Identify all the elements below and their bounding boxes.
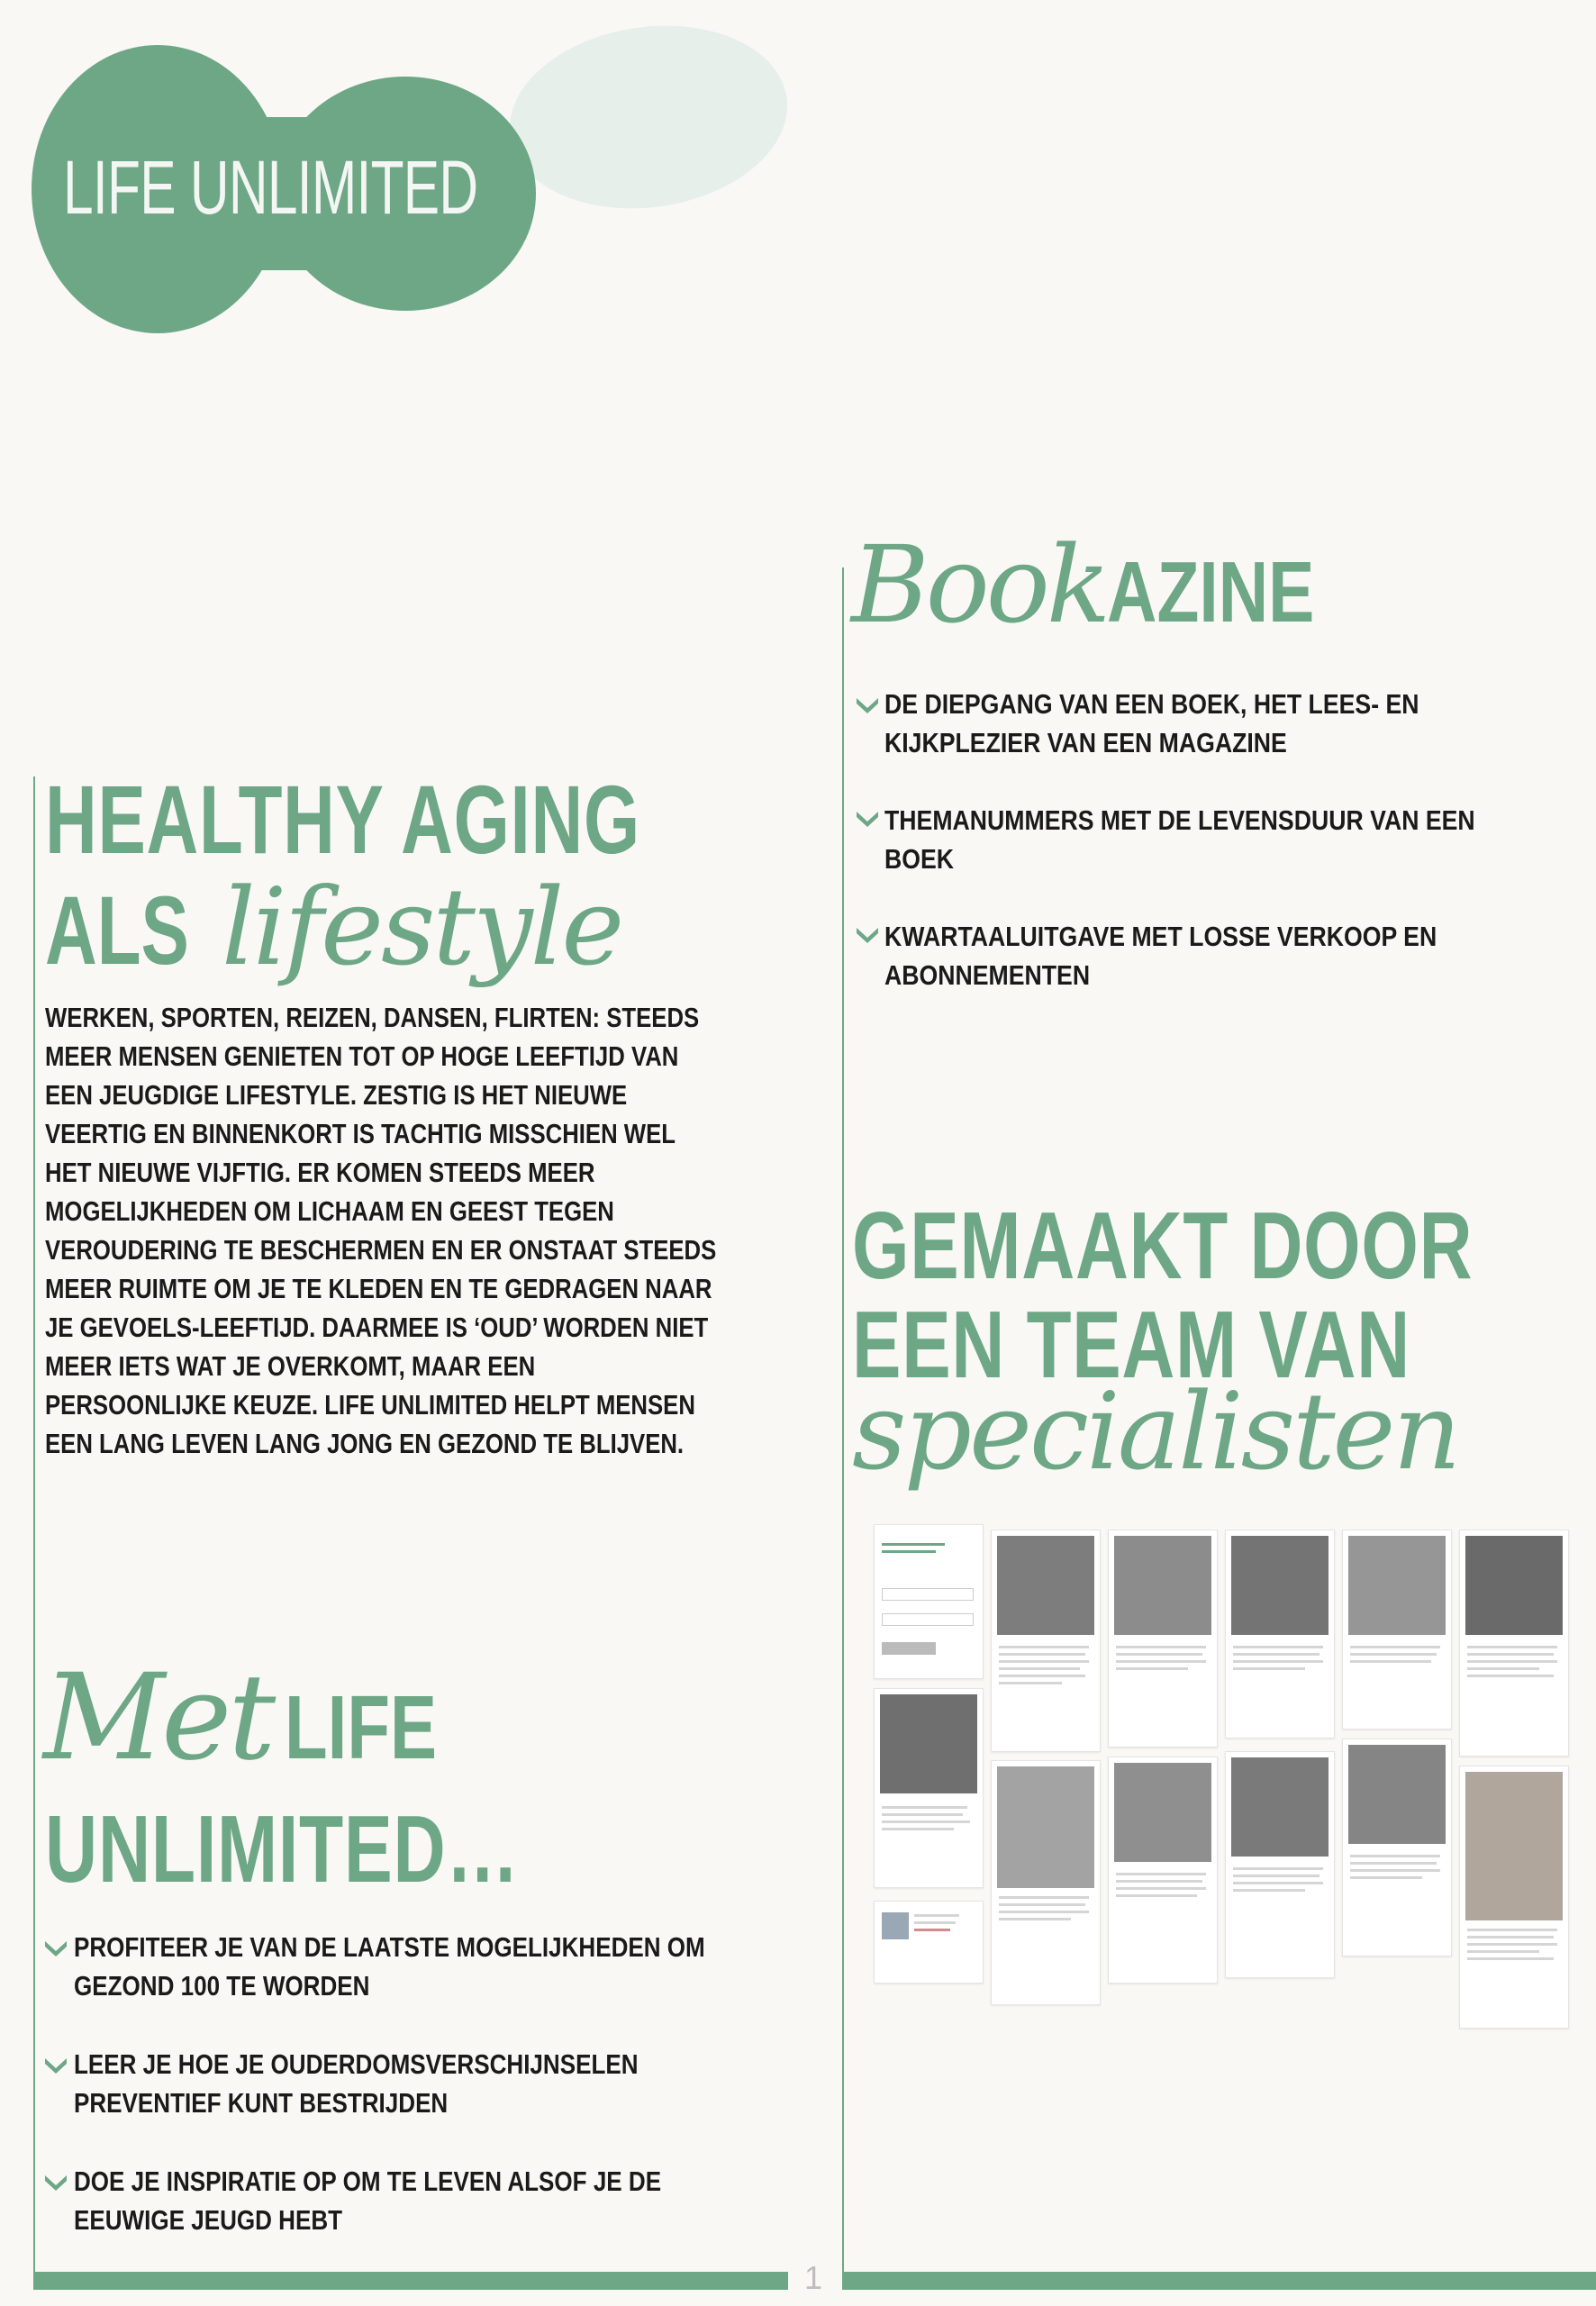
specialist-card bbox=[1342, 1530, 1452, 1730]
healthy-aging-heading-line2 bbox=[45, 865, 639, 989]
specialists-mosaic bbox=[865, 1524, 1585, 2029]
chevron-down-icon bbox=[44, 2056, 68, 2074]
subscribe-form-card bbox=[874, 1524, 984, 1679]
specialist-card bbox=[991, 1760, 1101, 2005]
specialist-card bbox=[1108, 1757, 1218, 1984]
left-column-rule bbox=[33, 776, 35, 2272]
team-heading-line1: GEMAAKT DOOR bbox=[852, 1193, 1474, 1299]
met-bullet-1: PROFITEER JE VAN DE LAATSTE MOGELIJKHEDEN OM GEZOND 100 TE WORDEN bbox=[74, 1931, 705, 2002]
right-column-rule bbox=[842, 567, 844, 2272]
bookazine-script-word: Book bbox=[851, 522, 1108, 647]
specialist-card bbox=[1225, 1530, 1335, 1739]
footer-bar-right bbox=[842, 2272, 1596, 2290]
als-word: ALS bbox=[45, 876, 189, 985]
specialist-card bbox=[1342, 1739, 1452, 1956]
team-heading-line2: EEN TEAM VAN bbox=[852, 1292, 1410, 1398]
chevron-down-icon bbox=[44, 2173, 68, 2191]
met-heading-line1 bbox=[43, 1648, 480, 1787]
healthy-aging-heading-line1: HEALTHY AGING bbox=[45, 765, 640, 874]
specialisten-script: specialisten bbox=[852, 1369, 1459, 1493]
specialist-card bbox=[1459, 1766, 1569, 2029]
specialist-card bbox=[991, 1530, 1101, 1752]
healthy-aging-body: WERKEN, SPORTEN, REIZEN, DANSEN, FLIRTEN: STEEDS MEER MENSEN GENIETEN TOT OP HOGE LEEFTIJD VAN EEN JEUGDIGE LIFESTYLE. ZESTIG IS HET NIEUWE VEERTIG EN BINNENKORT IS TACHTIG MISSCHIEN WEL HET NIEUWE VIJFTIG. ER KOMEN STEEDS MEER MOGELIJKHEDEN OM LICHAAM EN GEEST TEGEN VEROUDERING TE BESCHERMEN EN ER ONSTAAT STEEDS MEER RUIMTE OM JE TE KLEDEN EN TE GEDRAGEN NAAR JE GEVOELS-LEEFTIJD. DAARMEE IS ‘OUD’ WORDEN NIET MEER IETS WAT JE OVERKOMT, MAAR EEN PERSOONLIJKE KEUZE. LIFE UNLIMITED HELPT MENSEN EEN LANG LEVEN LANG JONG EN GEZOND TE BLIJVEN. bbox=[45, 1002, 717, 1459]
bookazine-bullet-2: THEMANUMMERS MET DE LEVENSDUUR VAN EEN BOEK bbox=[884, 804, 1475, 875]
footer-bar-left bbox=[33, 2272, 788, 2290]
logo-text: LIFE UNLIMITED bbox=[63, 145, 478, 230]
bookazine-bullet-1: DE DIEPGANG VAN EEN BOEK, HET LEES- EN KIJKPLEZIER VAN EEN MAGAZINE bbox=[884, 688, 1419, 758]
met-caps-line1: LIFE bbox=[285, 1677, 438, 1778]
bookazine-heading bbox=[851, 522, 1366, 647]
met-bullet-3: DOE JE INSPIRATIE OP OM TE LEVEN ALSOF JE DE EEUWIGE JEUGD HEBT bbox=[74, 2165, 662, 2236]
bookazine-bullet-3: KWARTAALUITGAVE MET LOSSE VERKOOP EN ABONNEMENTEN bbox=[884, 921, 1437, 991]
chevron-down-icon bbox=[856, 809, 879, 827]
specialist-card bbox=[874, 1688, 984, 1888]
book-card bbox=[874, 1901, 984, 1984]
met-bullet-2: LEER JE HOE JE OUDERDOMSVERSCHIJNSELEN PREVENTIEF KUNT BESTRIJDEN bbox=[74, 2048, 639, 2119]
chevron-down-icon bbox=[856, 695, 879, 713]
specialist-card bbox=[1225, 1751, 1335, 1978]
met-script-word: Met bbox=[43, 1648, 273, 1787]
met-caps-line2: UNLIMITED… bbox=[45, 1796, 520, 1902]
chevron-down-icon bbox=[44, 1938, 68, 1956]
page-number: 1 bbox=[804, 2259, 823, 2296]
specialist-card bbox=[1108, 1530, 1218, 1748]
bookazine-caps-word: AZINE bbox=[1107, 544, 1315, 640]
lifestyle-script: lifestyle bbox=[222, 865, 622, 989]
specialist-card bbox=[1459, 1530, 1569, 1757]
chevron-down-icon bbox=[856, 925, 879, 943]
